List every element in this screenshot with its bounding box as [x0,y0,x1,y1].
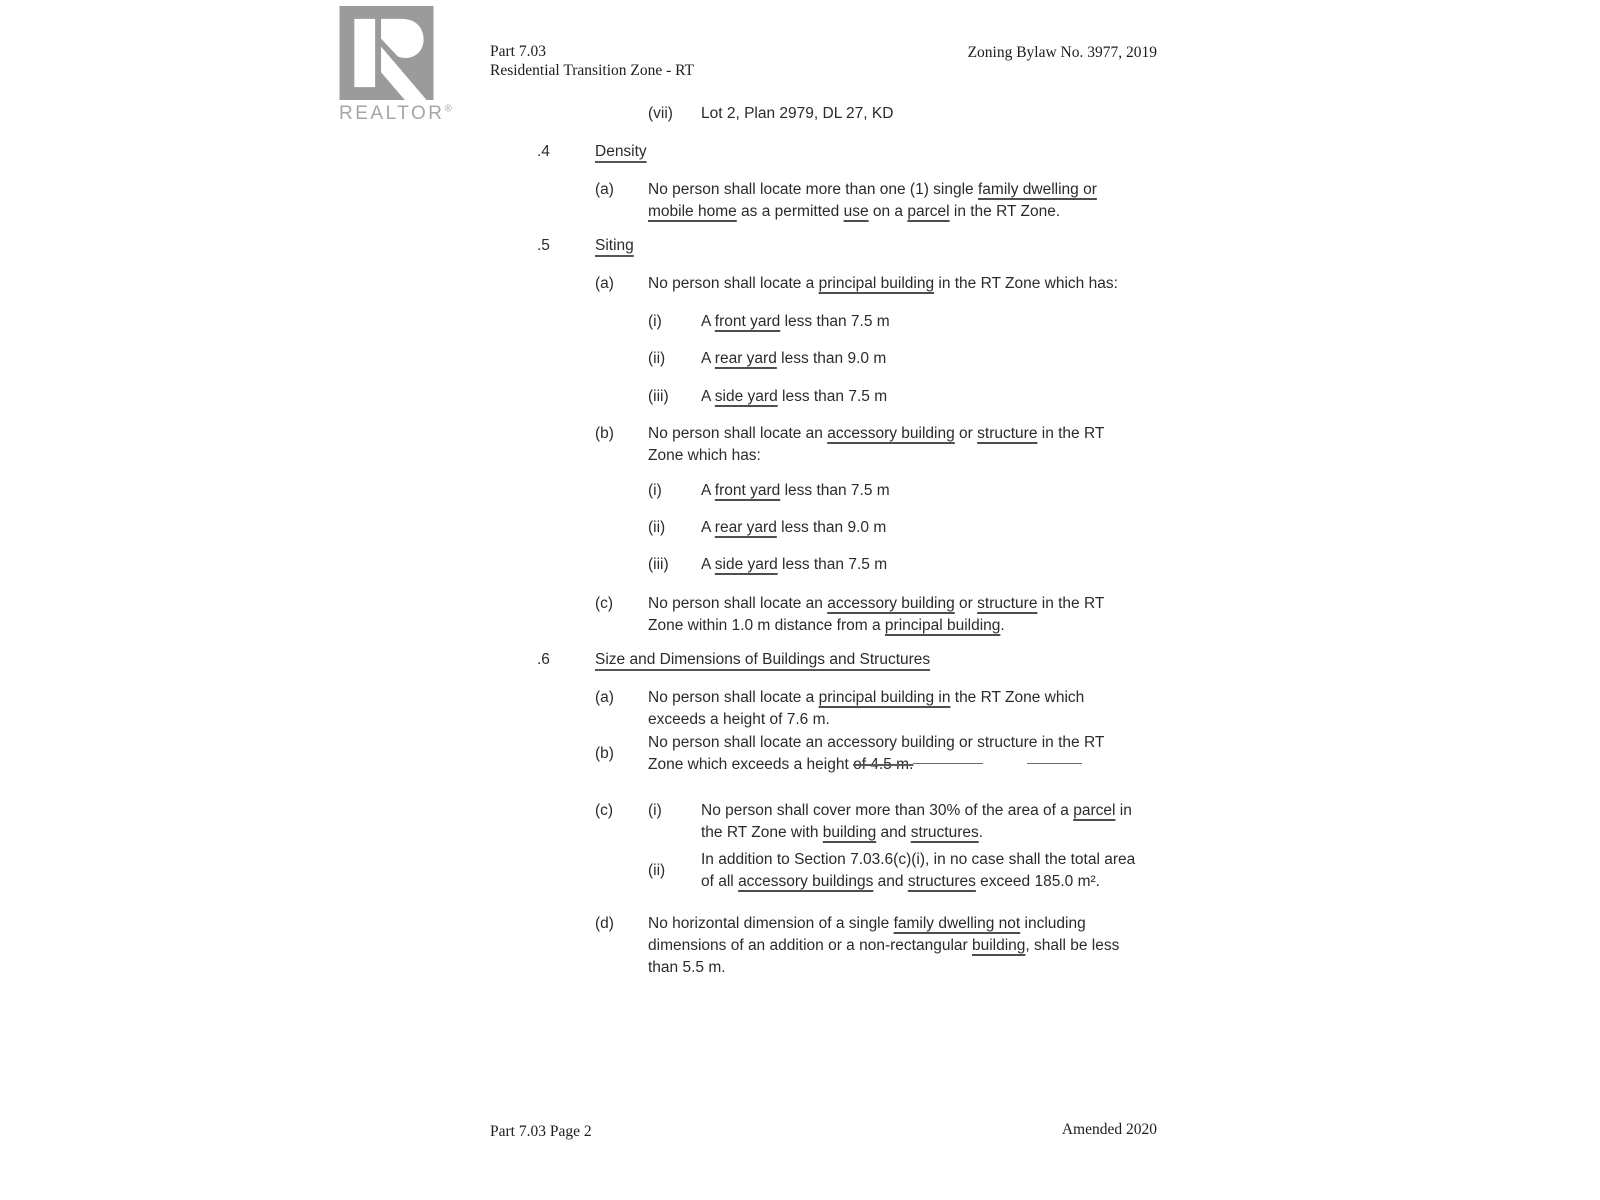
list-item-6a [595,687,1135,731]
realtor-logo [339,6,452,125]
list-marker: (c) [595,802,614,819]
text-segment: less than 9.0 m [776,519,887,536]
realtor-r-icon [339,6,434,100]
underlined-term: building [822,824,877,841]
list-marker: (b) [595,745,614,762]
text-segment: No person shall locate an [648,595,828,612]
text-segment: less than 7.5 m [777,388,888,405]
realtor-logo-text [339,103,452,125]
underlined-term: mobile home [648,203,737,220]
list-item-5b-i [648,480,1135,502]
paragraph-text [648,593,1104,637]
section-title: Size and Dimensions of Buildings and Structures [595,651,931,668]
header-bylaw-number: Zoning Bylaw No. 3977, 2019 [967,44,1157,61]
text-segment: No horizontal dimension of a single [648,915,894,932]
paragraph-text [701,554,887,576]
text-segment: . [1000,617,1005,634]
paragraph-text [701,348,886,370]
underlined-term: rear yard [714,519,777,536]
underlined-term: principal building in [818,689,951,706]
header-left [490,42,694,80]
list-marker: (c) [595,595,614,612]
list-item-5a-i [648,311,1135,333]
text-segment: A [701,350,715,367]
text-segment: A [701,556,715,573]
list-item-5b-ii [648,517,1135,539]
list-item-vii [648,103,1135,125]
text-segment: Zone which exceeds a height [648,756,854,773]
list-item-6c-ii [648,849,1135,893]
list-item-5a [595,273,1135,295]
text-segment: in [1115,802,1132,819]
underlined-term: rear yard [714,350,777,367]
list-marker: (iii) [648,556,669,573]
header-part-number: Part 7.03 [490,43,546,60]
section-number: .6 [537,651,550,668]
list-marker: (d) [595,915,614,932]
section-heading-4 [537,141,1135,163]
text-segment: including [1020,915,1086,932]
underlined-term: accessory building [827,595,955,612]
underlined-term: structures [907,873,976,890]
underlined-term: accessory building [827,425,955,442]
list-marker: (a) [595,689,614,706]
text-segment: less than 9.0 m [776,350,887,367]
text-segment: , shall be less [1025,937,1120,954]
document-body [537,103,1135,979]
text-segment: No person shall locate a [648,275,819,292]
underlined-term: structure [977,425,1038,442]
paragraph-text [648,913,1119,979]
list-marker: (ii) [648,519,666,536]
realtor-wordmark: REALTOR [339,103,445,124]
underlined-term: principal building [818,275,935,292]
text-segment: less than 7.5 m [780,482,890,499]
paragraph-text [701,386,887,408]
text-segment: No person shall cover more than 30% of the area of a [701,802,1074,819]
paragraph-text [648,732,1104,776]
list-item-5c [595,593,1135,637]
scan-line-artifact [913,763,983,764]
underlined-term: side yard [714,388,778,405]
paragraph-text [648,423,1104,467]
text-segment: Lot 2, Plan 2979, DL 27, KD [701,105,894,122]
text-segment: as a permitted [736,203,844,220]
text-segment: A [701,482,715,499]
text-segment: and [876,824,911,841]
text-segment: in the RT Zone. [949,203,1061,220]
list-item-5b-iii [648,554,1135,576]
list-item-6d [595,913,1135,979]
text-segment: In addition to Section 7.03.6(c)(i), in no case shall the total area [701,851,1136,868]
list-marker: (b) [595,425,614,442]
paragraph-text [701,517,886,539]
footer-amended: Amended 2020 [1061,1121,1157,1138]
list-item-6c-i [595,800,1135,844]
list-marker: (i) [648,482,662,499]
list-submarker: (i) [648,802,662,819]
text-segment: on a [868,203,908,220]
text-segment: or [954,595,978,612]
list-marker: (a) [595,181,614,198]
underlined-term: parcel [1073,802,1116,819]
section-number: .4 [537,143,550,160]
paragraph-text [648,179,1097,223]
struck-text: of 4.5 m. [853,756,914,773]
text-segment: in the RT [1037,425,1105,442]
list-marker: (a) [595,275,614,292]
text-segment: the RT Zone with [701,824,823,841]
text-segment: exceed 185.0 m². [975,873,1100,890]
paragraph-text [701,311,890,333]
underlined-term: front yard [714,313,781,330]
text-segment: of all [701,873,739,890]
paragraph-text [701,480,890,502]
list-marker: (ii) [648,862,666,879]
scan-line-artifact [1027,763,1082,764]
list-item-4a [595,179,1135,223]
section-number: .5 [537,237,550,254]
text-segment: A [701,519,715,536]
underlined-term: use [843,203,869,220]
list-marker: (vii) [648,105,673,122]
text-segment: A [701,313,715,330]
paragraph-text [648,687,1084,731]
footer-page-number: Part 7.03 Page 2 [490,1123,592,1140]
paragraph-text [701,800,1132,844]
underlined-term: principal building [884,617,1001,634]
list-marker: (ii) [648,350,666,367]
section-heading-5 [537,235,1135,257]
text-segment: less than 7.5 m [780,313,890,330]
paragraph-text [648,273,1118,295]
text-segment: less than 7.5 m [777,556,888,573]
list-item-6b [595,732,1135,776]
underlined-term: side yard [714,556,778,573]
section-title: Siting [595,237,634,254]
list-item-5b [595,423,1135,467]
text-segment: dimensions of an addition or a non-rectangular [648,937,972,954]
underlined-term: accessory buildings [738,873,874,890]
underlined-term: structure [977,595,1038,612]
text-segment: No person shall locate an accessory building or structure in the RT [648,734,1105,751]
text-segment: exceeds a height of 7.6 m. [648,711,830,728]
registered-mark-icon: ® [444,103,452,115]
underlined-term: front yard [714,482,781,499]
header-zone-title: Residential Transition Zone - RT [490,62,695,79]
section-heading-6 [537,649,1135,671]
text-segment: and [873,873,908,890]
text-segment: A [701,388,715,405]
text-segment: Zone within 1.0 m distance from a [648,617,885,634]
text-segment: or [954,425,978,442]
text-segment: in the RT [1037,595,1105,612]
list-item-5a-iii [648,386,1135,408]
list-item-5a-ii [648,348,1135,370]
text-segment: than 5.5 m. [648,959,726,976]
underlined-term: family dwelling not [893,915,1021,932]
section-title: Density [595,143,647,160]
paragraph-text [701,849,1135,893]
underlined-term: building [971,937,1026,954]
text-segment: No person shall locate an [648,425,828,442]
text-segment: Zone which has: [648,447,761,464]
text-segment: No person shall locate a [648,689,819,706]
text-segment: the RT Zone which [950,689,1085,706]
list-marker: (iii) [648,388,669,405]
text-segment: No person shall locate more than one (1) single [648,181,978,198]
underlined-term: structures [910,824,979,841]
paragraph-text [701,103,893,125]
text-segment: in the RT Zone which has: [934,275,1118,292]
text-segment: . [978,824,984,841]
underlined-term: parcel [907,203,950,220]
underlined-term: family dwelling or [978,181,1097,198]
list-marker: (i) [648,313,662,330]
